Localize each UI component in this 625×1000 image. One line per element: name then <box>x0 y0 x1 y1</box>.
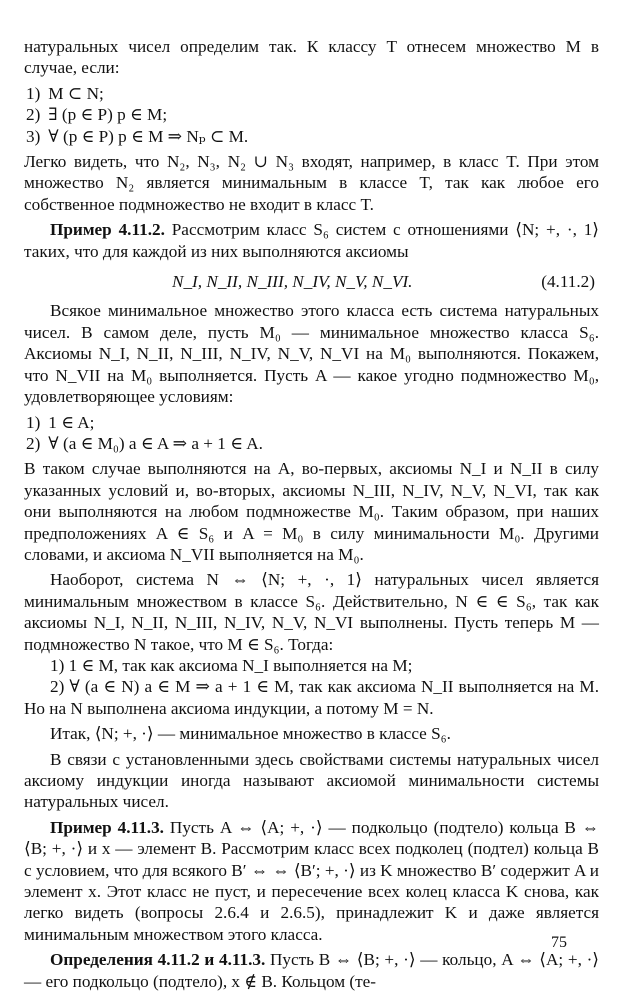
paragraph-step-1: 1) 1 ∈ M, так как аксиома N_I выполняется на M; <box>50 655 413 675</box>
paragraph-conversely: Наоборот, система N ⇔ ⟨N; +, ·, 1⟩ натуральных чисел является минимальным множеством в классе S₆. Действительно, N ∈ ∈ S₆, так как аксиомы N_I, N_II, N_III, N_IV, N_V, N_VI выполнены. Пусть теперь M — подмножество N такое, что M ∈ S₆. Тогда: <box>24 570 599 654</box>
paragraph-step-2: 2) ∀ (a ∈ N) a ∈ M ⇒ a + 1 ∈ M, так как аксиома N_II выполняется на M. Но на N выполнена аксиома индукции, а потому M = N. <box>24 677 599 718</box>
paragraph-easy-to-see: Легко видеть, что N₂, N₃, N₂ ∪ N₃ входят, например, в класс T. При этом множество N₂ является минимальным в классе T, так как любое его собственное подмножество не входит в класс T. <box>24 152 599 214</box>
conditions-list-2 <box>26 412 599 455</box>
paragraph-minimal-set: Всякое минимальное множество этого класса есть система натуральных чисел. В самом деле, пусть M₀ — минимальное множество класса S₆. Аксиомы N_I, N_II, N_III, N_IV, N_V, N_VI на M₀ выполняются. Покажем, что N_VII на M₀ выполняется. Пусть A — какое угодно подмножество M₀, удовлетворяющее условиям: <box>24 301 599 407</box>
formula-number: (4.11.2) <box>541 272 595 292</box>
paragraph-in-this-case: В таком случае выполняются на A, во-первых, аксиомы N_I и N_II в силу указанных условий и, во-вторых, аксиомы N_III, N_IV, N_V, N_VI, так как они выполняются на любом подмножестве M₀. Таким образом, при наших предположениях A ∈ S₆ и A = M₀ в силу минимальности M₀. Другими словами, и аксиома N_VII выполняется на M₀. <box>24 459 599 564</box>
definitions-4-11-2-3: Определения 4.11.2 и 4.11.3. Пусть B ⇔ ⟨B; +, ·⟩ — кольцо, A ⇔ ⟨A; +, ·⟩ — его подкольцо (подтело), x ∉ B. Кольцом (те- <box>24 950 600 991</box>
formula-4-11-2 <box>24 271 599 292</box>
example-4-11-2: Пример 4.11.2. Рассмотрим класс S₆ систем с отношениями ⟨N; +, ·, 1⟩ таких, что для каждой из них выполняются аксиомы <box>24 220 600 261</box>
definition-heading: Определения 4.11.2 и 4.11.3. <box>50 950 266 970</box>
paragraph-conclusion: Итак, ⟨N; +, ·⟩ — минимальное множество в классе S₆. <box>50 724 451 744</box>
condition-item: 2) ∃ (p ∈ P) p ∈ M; <box>26 105 168 125</box>
formula-axioms: N_I, N_II, N_III, N_IV, N_V, N_VI. <box>172 272 413 292</box>
condition-item: 1) M ⊂ N; <box>26 83 104 103</box>
example-heading: Пример 4.11.2. <box>50 220 165 240</box>
condition-item: 1) 1 ∈ A; <box>26 412 95 432</box>
paragraph-intro: натуральных чисел определим так. К классу T отнесем множество M в случае, если: <box>24 37 599 78</box>
example-4-11-3: Пример 4.11.3. Пусть A ⇔ ⟨A; +, ·⟩ — подкольцо (подтело) кольца B ⇔ ⟨B; +, ·⟩ и x — элемент B. Рассмотрим класс всех подколец (подтел) кольца B с условием, что для всякого B′ ⇔ ⇔ ⟨B′; +, ·⟩ из K множество B′ содержит A и элемент x. Этот класс не пуст, и пересечение всех колец класса K снова, как легко видеть (вопросы 2.6.4 и 2.6.5), принадлежит K и даже является минимальным множеством этого класса. <box>24 817 599 944</box>
condition-item: 2) ∀ (a ∈ M₀) a ∈ A ⇒ a + 1 ∈ A. <box>26 433 263 453</box>
page-number: 75 <box>551 934 567 951</box>
condition-item: 3) ∀ (p ∈ P) p ∈ M ⇒ Nₚ ⊂ M. <box>26 126 249 146</box>
example-heading: Пример 4.11.3. <box>50 817 164 837</box>
conditions-list-1 <box>26 83 599 147</box>
paragraph-minimality-axiom: В связи с установленными здесь свойствами системы натуральных чисел аксиому индукции иногда называют аксиомой минимальности системы натуральных чисел. <box>24 749 599 812</box>
